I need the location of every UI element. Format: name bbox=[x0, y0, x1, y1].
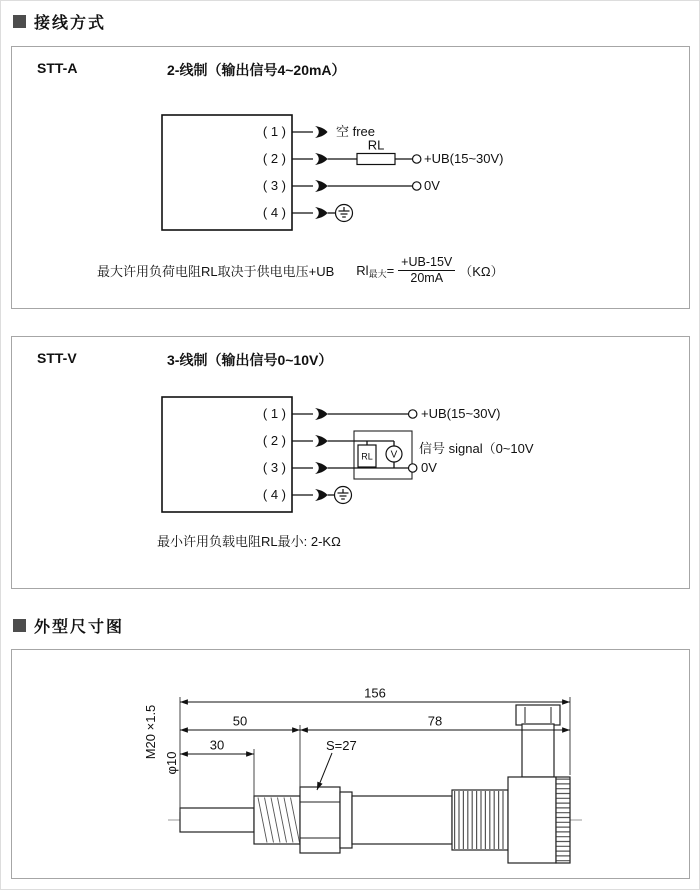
transducer-outline bbox=[180, 705, 570, 863]
terminal-2-label: ( 2 ) bbox=[262, 151, 286, 166]
dim-78: 78 bbox=[427, 713, 443, 729]
terminal-3-label: ( 3 ) bbox=[262, 460, 286, 475]
crimp-connector-icon bbox=[315, 435, 328, 447]
wire-terminal-4 bbox=[292, 205, 353, 222]
crimp-connector-icon bbox=[315, 180, 328, 192]
main-body bbox=[352, 796, 452, 844]
formula-lhs: Rl bbox=[356, 263, 369, 278]
zero-volt-terminal bbox=[409, 464, 417, 472]
signal-label: 信号 signal（0~10V bbox=[419, 441, 534, 456]
hex-nut bbox=[300, 787, 340, 853]
wiring-box-stt-a bbox=[11, 46, 690, 309]
free-label: 空 free bbox=[336, 124, 376, 139]
step-ring bbox=[340, 792, 352, 848]
zero-volt-label: 0V bbox=[424, 178, 440, 193]
section-title-dimensions: 外型尺寸图 bbox=[34, 619, 125, 636]
connector-block bbox=[508, 777, 556, 863]
dim-total-length: 156 bbox=[364, 685, 386, 701]
crimp-connector-icon bbox=[315, 126, 328, 138]
dim-thread: M20 ×1.5 bbox=[143, 704, 158, 760]
cable-gland-cap bbox=[516, 705, 560, 725]
cable-gland-stem bbox=[522, 724, 554, 777]
wire-terminal-3 bbox=[292, 178, 440, 193]
resistor-rl-label: RL bbox=[367, 137, 385, 153]
connector-ridge-block bbox=[556, 777, 570, 863]
dim-hex: S=27 bbox=[326, 738, 357, 753]
formula-lhs-subscript: 最大 bbox=[368, 269, 387, 279]
dimension-box bbox=[11, 649, 690, 879]
wire-terminal-4 bbox=[292, 487, 352, 504]
note-row-stt-v bbox=[157, 531, 341, 550]
note-text-v: 最小许用负载电阻RL最小: 2-KΩ bbox=[157, 534, 341, 549]
section-bullet-icon bbox=[13, 619, 26, 632]
wire-terminal-1 bbox=[292, 124, 375, 139]
section-title-wiring: 接线方式 bbox=[34, 15, 107, 32]
supply-terminal bbox=[413, 155, 421, 163]
voltmeter-label: V bbox=[390, 449, 398, 461]
terminal-4-label: ( 4 ) bbox=[262, 487, 286, 502]
crimp-connector-icon bbox=[315, 153, 328, 165]
section-header-wiring bbox=[13, 10, 106, 33]
dim-30: 30 bbox=[209, 737, 225, 753]
rl-formula bbox=[356, 255, 503, 286]
dim-50: 50 bbox=[232, 713, 248, 729]
dimension-drawing bbox=[12, 650, 690, 878]
pressure-probe bbox=[180, 808, 254, 832]
terminal-1-label: ( 1 ) bbox=[262, 124, 286, 139]
formula-equals: = bbox=[386, 263, 395, 278]
formula-fraction bbox=[398, 255, 455, 286]
note-text-a: 最大许用负荷电阻RL取决于供电电压+UB bbox=[97, 264, 335, 279]
zero-volt-terminal bbox=[413, 182, 421, 190]
supply-label: +UB(15~30V) bbox=[421, 406, 501, 421]
earth-ground-icon bbox=[336, 205, 353, 222]
crimp-connector-icon bbox=[315, 462, 328, 474]
wiring-box-stt-v bbox=[11, 336, 690, 589]
formula-numerator: +UB-15V bbox=[398, 255, 455, 271]
crimp-connector-icon bbox=[315, 207, 328, 219]
wire-terminal-2 bbox=[292, 138, 504, 167]
formula-unit: （KΩ） bbox=[459, 264, 504, 279]
load-resistor-label: RL bbox=[361, 451, 373, 462]
supply-label: +UB(15~30V) bbox=[424, 151, 504, 166]
terminal-1-label: ( 1 ) bbox=[262, 406, 286, 421]
resistor-rl bbox=[357, 154, 395, 165]
supply-terminal bbox=[409, 410, 417, 418]
thread-section bbox=[254, 796, 300, 844]
terminal-3-label: ( 3 ) bbox=[262, 178, 286, 193]
formula-denominator: 20mA bbox=[410, 271, 444, 285]
dim-diameter: φ10 bbox=[164, 751, 179, 775]
subtitle-stt-v: 3-线制（输出信号0~10V） bbox=[167, 352, 333, 368]
wire-terminal-1 bbox=[292, 406, 501, 421]
crimp-connector-icon bbox=[315, 408, 328, 420]
wiring-diagram-stt-v bbox=[12, 387, 690, 519]
wiring-diagram-stt-a bbox=[12, 102, 690, 242]
earth-ground-icon bbox=[335, 487, 352, 504]
hex-leader-line bbox=[317, 753, 332, 790]
model-label-stt-v: STT-V bbox=[37, 350, 77, 366]
terminal-2-label: ( 2 ) bbox=[262, 433, 286, 448]
note-row-stt-a bbox=[97, 255, 504, 286]
zero-volt-label: 0V bbox=[421, 460, 437, 475]
model-label-stt-a: STT-A bbox=[37, 60, 78, 76]
crimp-connector-icon bbox=[315, 489, 328, 501]
section-bullet-icon bbox=[13, 15, 26, 28]
knurl-ring bbox=[452, 790, 508, 850]
subtitle-stt-a: 2-线制（输出信号4~20mA） bbox=[167, 62, 346, 78]
terminal-4-label: ( 4 ) bbox=[262, 205, 286, 220]
section-header-dimensions bbox=[13, 614, 124, 637]
